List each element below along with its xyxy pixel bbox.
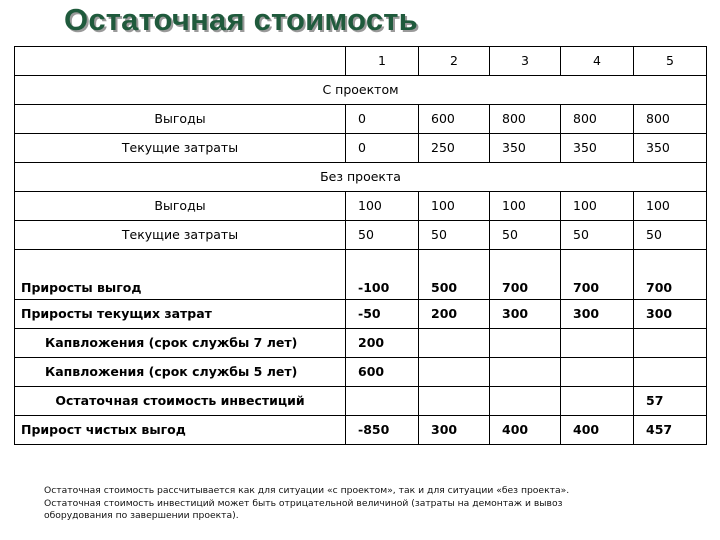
cell: 100: [634, 192, 707, 221]
table-row: [15, 105, 707, 134]
cell: 600: [419, 105, 490, 134]
cell: 350: [490, 134, 561, 163]
section-with-project: С проектом: [15, 76, 707, 105]
section-row: [15, 163, 707, 192]
year-header: 1: [346, 47, 419, 76]
cell: [490, 358, 561, 387]
cell: 100: [419, 192, 490, 221]
cell: 50: [419, 221, 490, 250]
section-without-project: Без проекта: [15, 163, 707, 192]
footnote-line: Остаточная стоимость рассчитывается как для ситуации «с проектом», так и для ситуации «без проекта».: [44, 485, 570, 496]
cell: 600: [346, 358, 419, 387]
table-row: [15, 134, 707, 163]
row-label: Остаточная стоимость инвестиций: [15, 387, 346, 416]
year-header: 3: [490, 47, 561, 76]
page-title: Остаточная стоимость: [64, 2, 418, 37]
cell: 300: [634, 300, 707, 329]
section-row: [15, 76, 707, 105]
table-row: [15, 387, 707, 416]
cell: 50: [346, 221, 419, 250]
cell: 50: [490, 221, 561, 250]
header-empty-cell: [15, 47, 346, 76]
residual-value-table: [14, 46, 707, 445]
cell: [634, 329, 707, 358]
cell: [561, 329, 634, 358]
cell: 500: [419, 250, 490, 300]
footnote-line: Остаточная стоимость инвестиций может быть отрицательной величиной (затраты на демонтаж и вывоз: [44, 497, 563, 509]
row-label: Капвложения (срок службы 5 лет): [15, 358, 346, 387]
cell: 0: [346, 134, 419, 163]
cell: 457: [634, 416, 707, 445]
cell: 350: [561, 134, 634, 163]
cell: 50: [561, 221, 634, 250]
cell: 57: [634, 387, 707, 416]
row-label: Приросты выгод: [15, 250, 346, 300]
row-label: Выгоды: [15, 192, 346, 221]
cell: 300: [419, 416, 490, 445]
table-row: [15, 416, 707, 445]
cell: [490, 387, 561, 416]
cell: 700: [634, 250, 707, 300]
row-label: Выгоды: [15, 105, 346, 134]
row-label: Прирост чистых выгод: [15, 416, 346, 445]
cell: 100: [561, 192, 634, 221]
cell: 100: [490, 192, 561, 221]
cell: 400: [490, 416, 561, 445]
table-row: [15, 329, 707, 358]
cell: 300: [490, 300, 561, 329]
cell: [419, 329, 490, 358]
row-label: Текущие затраты: [15, 134, 346, 163]
cell: [419, 358, 490, 387]
table-row: [15, 358, 707, 387]
cell: [634, 358, 707, 387]
cell: 700: [490, 250, 561, 300]
cell: 50: [634, 221, 707, 250]
cell: [561, 387, 634, 416]
year-header: 5: [634, 47, 707, 76]
cell: -100: [346, 250, 419, 300]
year-header: 4: [561, 47, 634, 76]
cell: [490, 329, 561, 358]
footnote-line: оборудования по завершении проекта).: [44, 510, 239, 521]
cell: 200: [346, 329, 419, 358]
cell: -850: [346, 416, 419, 445]
cell: [561, 358, 634, 387]
cell: 700: [561, 250, 634, 300]
cell: 800: [634, 105, 707, 134]
cell: 200: [419, 300, 490, 329]
cell: [346, 387, 419, 416]
footnote: [44, 485, 684, 523]
cell: [419, 387, 490, 416]
header-row: [15, 47, 707, 76]
cell: 100: [346, 192, 419, 221]
cell: 350: [634, 134, 707, 163]
table-row: [15, 221, 707, 250]
cell: 400: [561, 416, 634, 445]
table-row: [15, 192, 707, 221]
cell: -50: [346, 300, 419, 329]
year-header: 2: [419, 47, 490, 76]
cell: 250: [419, 134, 490, 163]
row-label: Капвложения (срок службы 7 лет): [15, 329, 346, 358]
row-label: Приросты текущих затрат: [15, 300, 346, 329]
table-row: [15, 300, 707, 329]
cell: 0: [346, 105, 419, 134]
cell: 800: [490, 105, 561, 134]
table-row: [15, 250, 707, 300]
cell: 300: [561, 300, 634, 329]
cell: 800: [561, 105, 634, 134]
row-label: Текущие затраты: [15, 221, 346, 250]
